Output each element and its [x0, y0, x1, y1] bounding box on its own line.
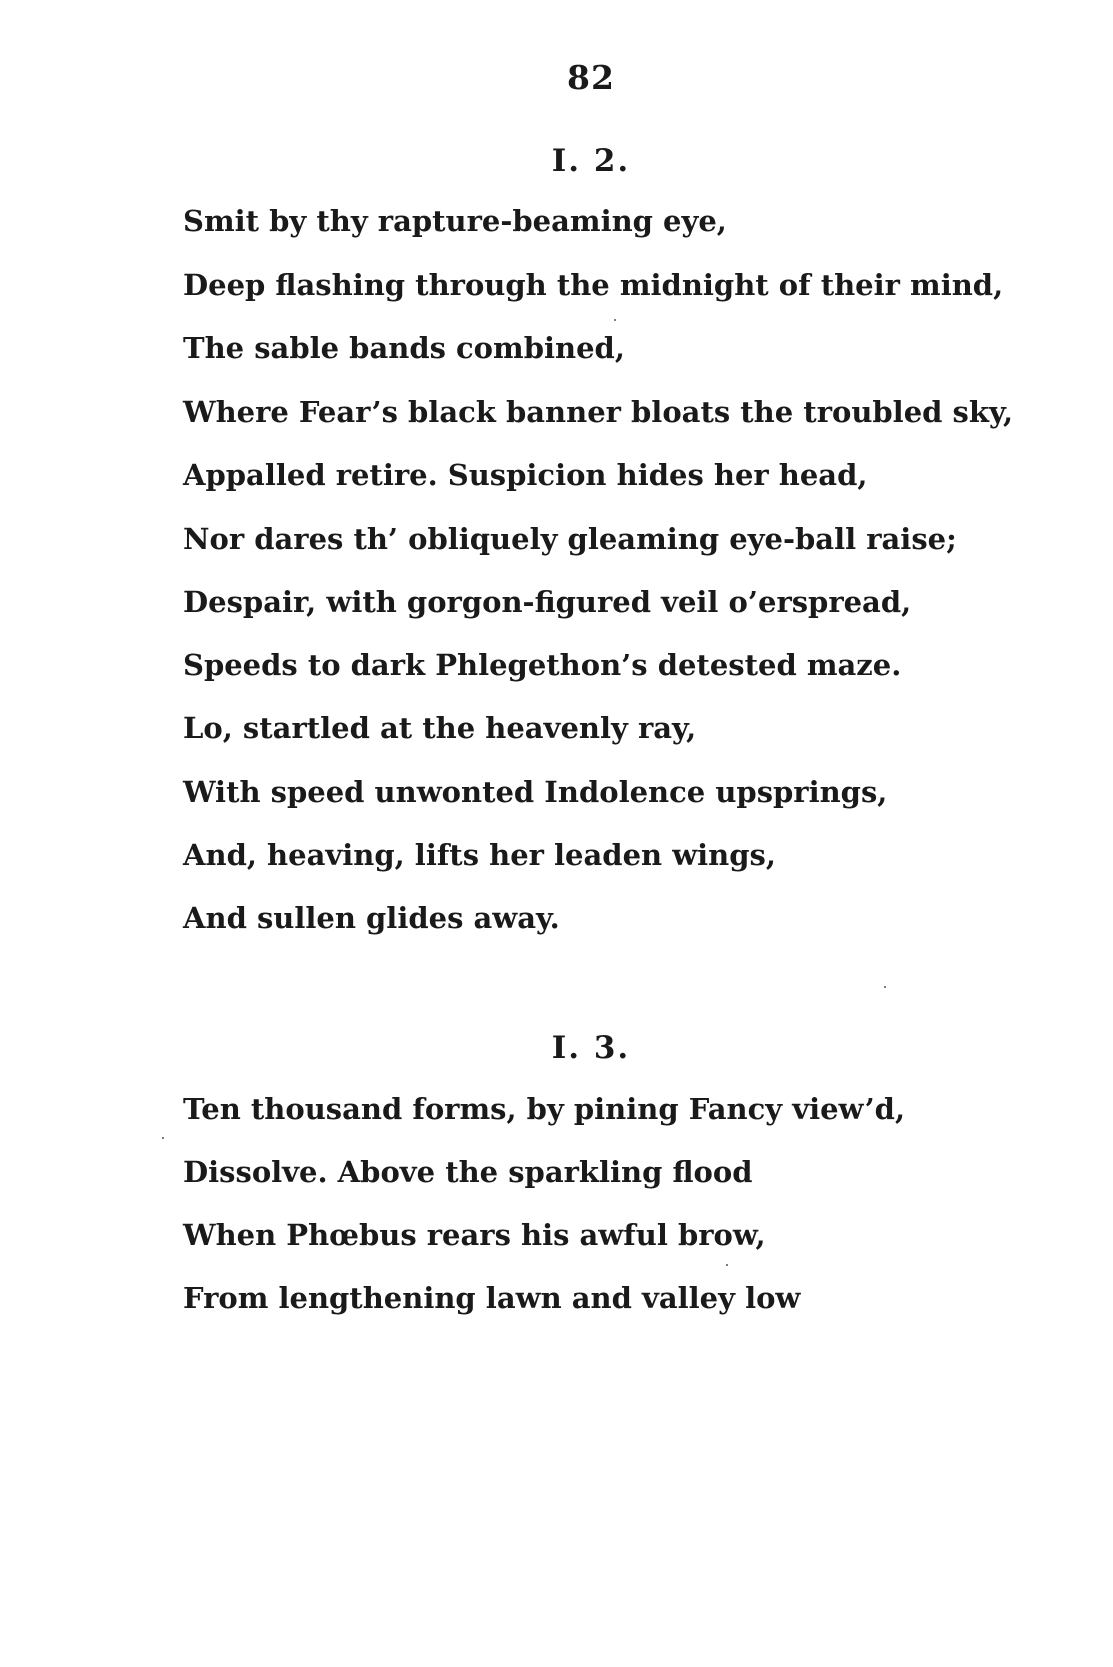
verse-line: And sullen glides away.	[183, 901, 560, 935]
verse-line: Nor dares th’ obliquely gleaming eye-ball raise;	[183, 522, 957, 556]
verse-line: With speed unwonted Indolence upsprings,	[183, 775, 888, 809]
page-number: 82	[567, 58, 615, 97]
paper-speck	[884, 986, 886, 988]
verse-line: Smit by thy rapture-beaming eye,	[183, 204, 727, 238]
verse-line: And, heaving, lifts her leaden wings,	[183, 838, 776, 872]
verse-line: Appalled retire. Suspicion hides her head,	[183, 458, 868, 492]
verse-line: Ten thousand forms, by pining Fancy view’d,	[183, 1092, 906, 1126]
verse-line: Deep flashing through the midnight of their mind,	[183, 268, 1004, 302]
stanza-heading-i-3: I. 3.	[551, 1030, 631, 1066]
verse-line: Despair, with gorgon-figured veil o’erspread,	[183, 585, 912, 619]
verse-line: Lo, startled at the heavenly ray,	[183, 711, 697, 745]
verse-line: From lengthening lawn and valley low	[183, 1281, 801, 1315]
verse-line: Dissolve. Above the sparkling flood	[183, 1155, 753, 1189]
paper-speck	[162, 1137, 164, 1139]
paper-speck	[614, 319, 616, 321]
verse-line: The sable bands combined,	[183, 331, 625, 365]
verse-line: Speeds to dark Phlegethon’s detested maze.	[183, 648, 902, 682]
verse-line: When Phœbus rears his awful brow,	[183, 1218, 766, 1252]
stanza-heading-i-2: I. 2.	[551, 143, 631, 179]
verse-line: Where Fear’s black banner bloats the troubled sky,	[183, 395, 1014, 429]
paper-speck	[726, 1264, 728, 1266]
